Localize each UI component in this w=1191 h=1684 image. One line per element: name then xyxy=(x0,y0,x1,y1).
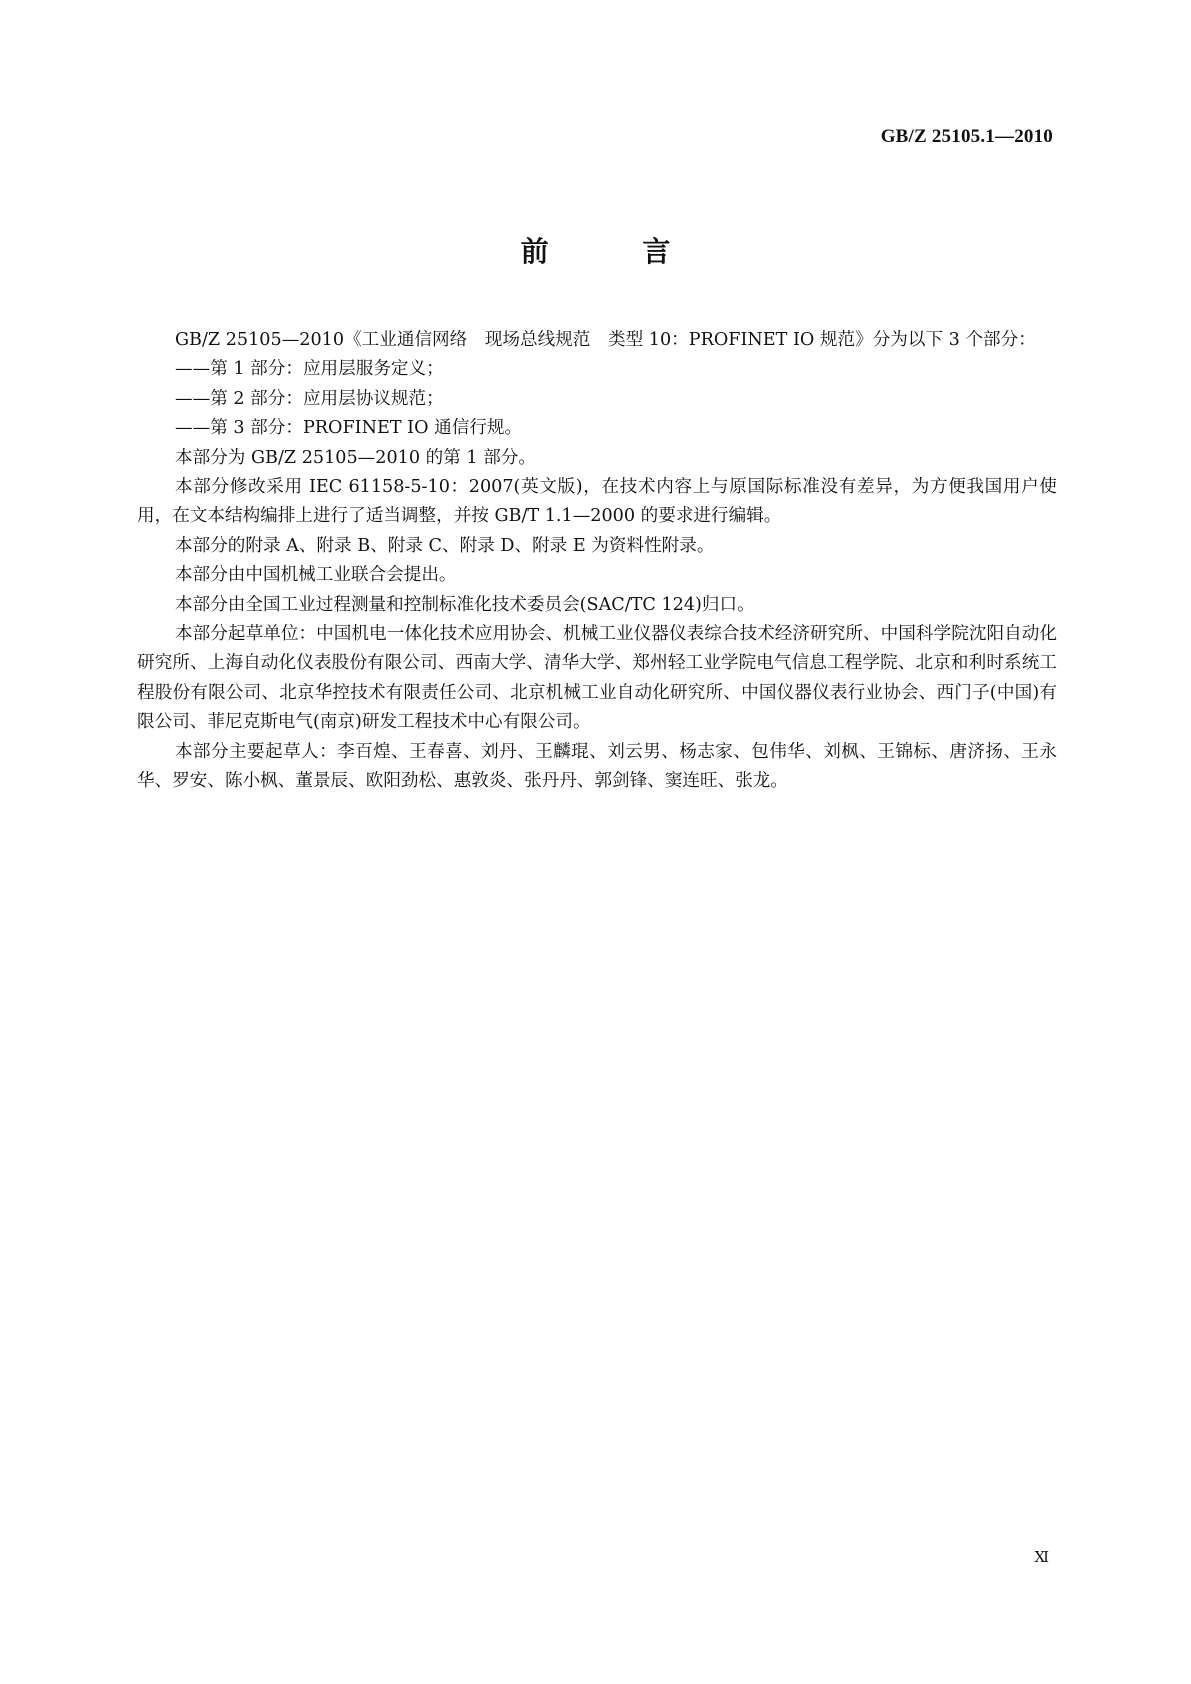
paragraph-intro: GB/Z 25105—2010《工业通信网络 现场总线规范 类型 10：PROFINET IO 规范》分为以下 3 个部分： xyxy=(175,330,1036,350)
page-number: Ⅺ xyxy=(1034,1550,1049,1566)
paragraph-drafters: 本部分主要起草人：李百煌、王春喜、刘丹、王麟琨、刘云男、杨志家、包伟华、刘枫、王锦标、唐济扬、王永华、罗安、陈小枫、董景辰、欧阳劲松、惠敦炎、张丹丹、郭剑锋、窦连旺、张龙。 xyxy=(137,741,1057,792)
standard-code: GB/Z 25105.1—2010 xyxy=(880,126,1053,147)
paragraph-annexes: 本部分的附录 A、附录 B、附录 C、附录 D、附录 E 为资料性附录。 xyxy=(175,535,715,556)
list-item-part-2: ——第 2 部分：应用层协议规范； xyxy=(175,388,444,409)
paragraph-committee: 本部分由全国工业过程测量和控制标准化技术委员会(SAC/TC 124)归口。 xyxy=(175,594,755,615)
paragraph-part-statement: 本部分为 GB/Z 25105—2010 的第 1 部分。 xyxy=(175,447,536,468)
list-item-part-3: ——第 3 部分：PROFINET IO 通信行规。 xyxy=(175,418,523,439)
foreword-body xyxy=(137,326,1057,797)
list-item-part-1: ——第 1 部分：应用层服务定义； xyxy=(175,359,444,380)
paragraph-drafting-units: 本部分起草单位：中国机电一体化技术应用协会、机械工业仪器仪表综合技术经济研究所、中国科学院沈阳自动化研究所、上海自动化仪表股份有限公司、西南大学、清华大学、郑州轻工业学院电气信息工程学院、北京和利时系统工程股份有限公司、北京华控技术有限责任公司、北京机械工业自动化研究所、中国仪器仪表行业协会、西门子(中国)有限公司、菲尼克斯电气(南京)研发工程技术中心有限公司。 xyxy=(137,624,1057,733)
paragraph-adoption: 本部分修改采用 IEC 61158-5-10：2007(英文版)，在技术内容上与原国际标准没有差异，为方便我国用户使用，在文本结构编排上进行了适当调整，并按 GB/T 1.1—2000 的要求进行编辑。 xyxy=(137,477,1057,527)
paragraph-proposer: 本部分由中国机械工业联合会提出。 xyxy=(175,565,457,586)
page-title: 前 言 xyxy=(520,235,713,268)
